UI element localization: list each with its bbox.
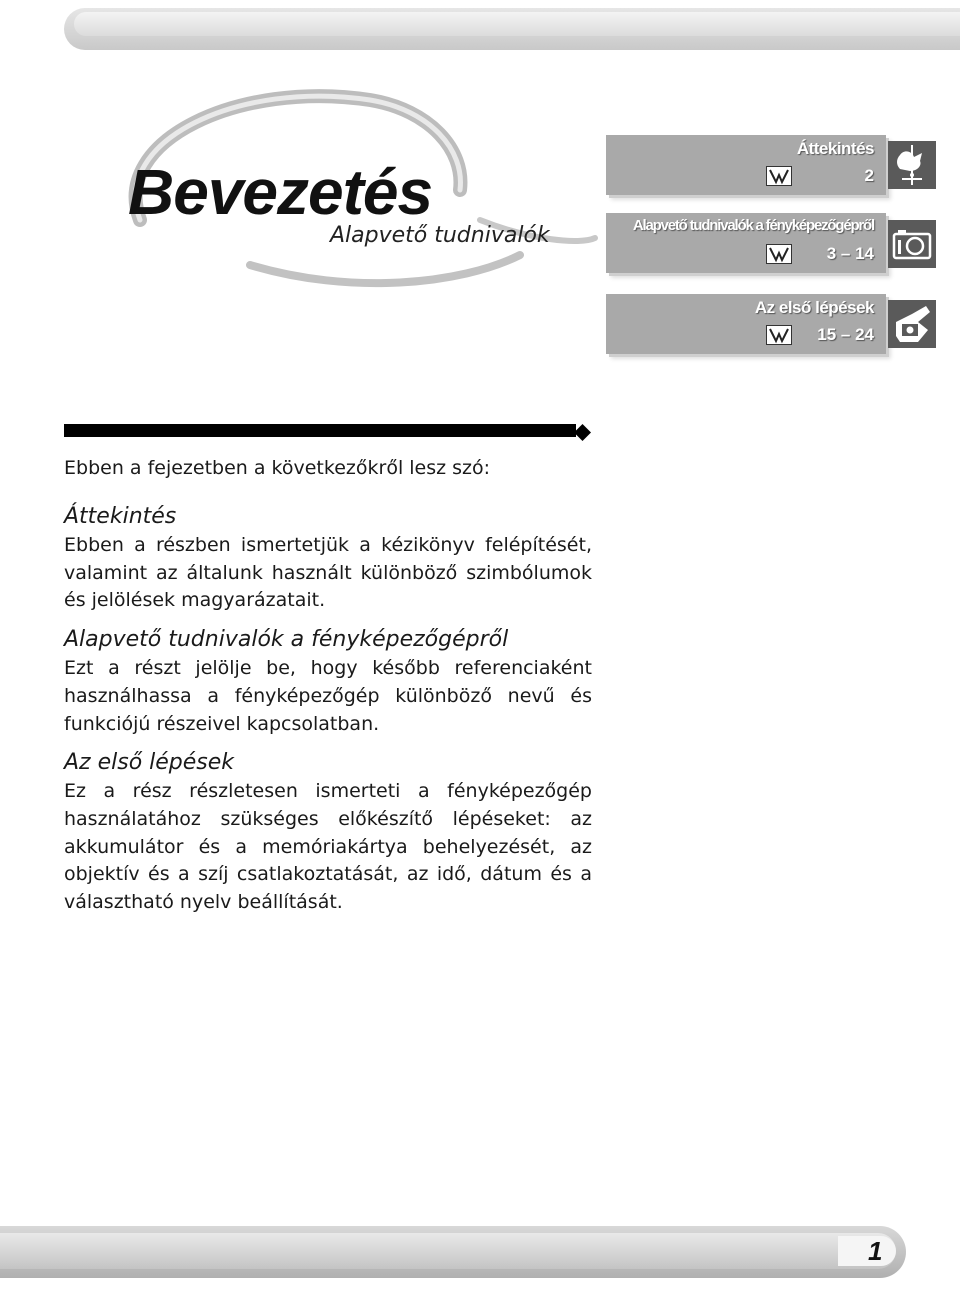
chapter-title: Bevezetés — [128, 156, 433, 228]
page-reference-icon — [766, 325, 792, 345]
intro-text: Ebben a fejezetben a következőkről lesz szó: — [64, 457, 491, 479]
section-rule — [64, 424, 576, 437]
section-body-alapveto-tudnivalok: Ezt a részt jelölje be, hogy később referenciaként használhassa a fényképezőgép különböző nevű és funkciójú részeivel kapcsolatban. — [64, 657, 592, 735]
section-body-az-elso-lepesek: Ez a rész részletesen ismerteti a fényképezőgép használatához szükséges előkészítő lépéseket: az akkumulátor és a memóriakártya behelyezését, az objektív és a szíj csatlakoztatását, az idő, dátum és a választható nyelv beállítását. — [64, 780, 592, 914]
section-body-attekintes: Ebben a részben ismertetjük a kézikönyv felépítését, valamint az általunk használt különböző szimbólumok és jelölések magyarázatait. — [64, 534, 592, 612]
section-title-attekintes: Áttekintés — [64, 504, 177, 529]
chapter-subtitle: Alapvető tudnivalók — [330, 223, 550, 248]
section-title-alapveto-tudnivalok: Alapvető tudnivalók a fényképezőgépről — [64, 627, 509, 653]
chapter-contents — [64, 454, 592, 927]
weathervane-icon — [888, 141, 936, 189]
nav-item-pages: 15 – 24 — [817, 325, 874, 344]
page-reference-icon — [766, 166, 792, 186]
nav-item-attekintes[interactable] — [606, 135, 886, 195]
section-title-az-elso-lepesek: Az első lépések — [64, 750, 235, 776]
page-reference-icon — [766, 244, 792, 264]
page-number-tab — [838, 1236, 896, 1266]
camera-icon — [888, 220, 936, 268]
nav-item-alapveto-tudnivalok[interactable] — [606, 213, 886, 273]
nav-item-label: Alapvető tudnivalók a fényképezőgépről — [632, 217, 874, 234]
nav-item-az-elso-lepesek[interactable] — [606, 294, 886, 354]
nav-item-pages: 2 — [864, 166, 874, 185]
rule-diamond-ornament — [574, 424, 591, 441]
page-number: 1 — [868, 1236, 883, 1266]
nav-item-label: Az első lépések — [754, 298, 874, 317]
nav-item-pages: 3 – 14 — [826, 244, 874, 263]
nav-item-label: Áttekintés — [796, 139, 874, 158]
hand-camera-icon — [888, 300, 936, 348]
header-bar-highlight — [74, 12, 960, 36]
footer-bar-highlight — [0, 1233, 896, 1269]
